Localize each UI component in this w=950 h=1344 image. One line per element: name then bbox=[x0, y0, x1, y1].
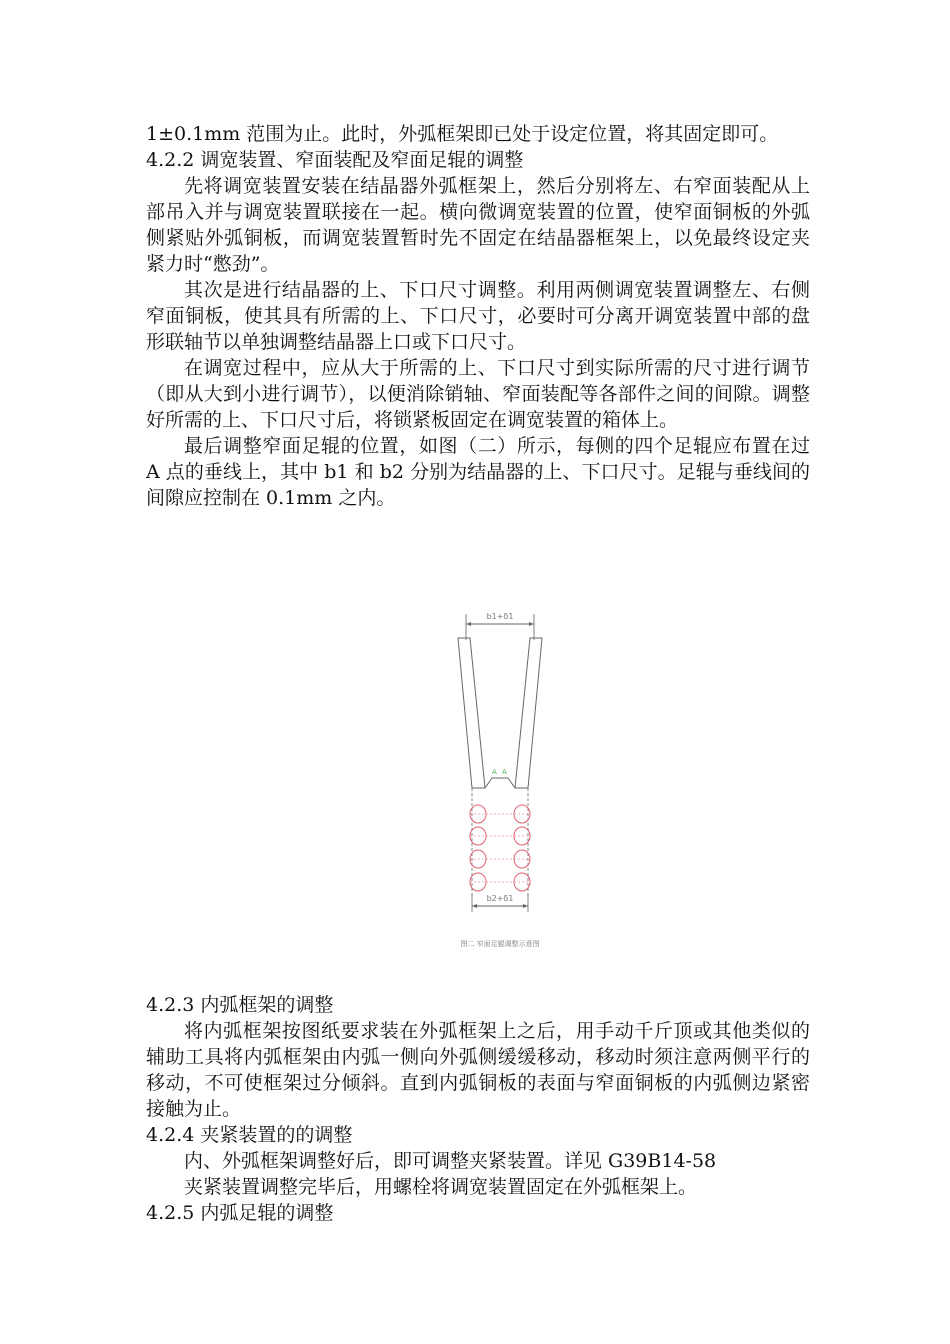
narrow-face-foot-roll-figure bbox=[440, 596, 560, 956]
section-heading-4-2-4: 4.2.4 夹紧装置的的调整 bbox=[146, 1124, 353, 1146]
figure-drawing bbox=[440, 596, 560, 956]
paragraph-continued: 1±0.1mm 范围为止。此时，外弧框架即已处于设定位置，将其固定即可。 bbox=[146, 123, 779, 145]
bottom-text-block bbox=[146, 992, 810, 1226]
paragraph-adjust-process: 在调宽过程中，应从大于所需的上、下口尺寸到实际所需的尺寸进行调节（即从大到小进行调节），以便消除销轴、窄面装配等各部件之间的间隙。调整好所需的上、下口尺寸后，将锁紧板固定在调宽装置的箱体上。 bbox=[146, 357, 810, 431]
top-dimension-arrow-left bbox=[466, 622, 471, 626]
paragraph-mouth-size-adjust: 其次是进行结晶器的上、下口尺寸调整。利用两侧调宽装置调整左、右侧窄面铜板，使其具有所需的上、下口尺寸，必要时可分离开调宽装置中部的盘形联轴节以单独调整结晶器上口或下口尺寸。 bbox=[146, 279, 810, 353]
section-heading-4-2-2: 4.2.2 调宽装置、窄面装配及窄面足辊的调整 bbox=[146, 149, 524, 171]
section-heading-4-2-5: 4.2.5 内弧足辊的调整 bbox=[146, 1202, 334, 1224]
paragraph-clamp-fix: 夹紧装置调整完毕后，用螺栓将调宽装置固定在外弧框架上。 bbox=[184, 1176, 698, 1198]
paragraph-inner-arc-frame: 将内弧框架按图纸要求装在外弧框架上之后，用手动千斤顶或其他类似的辅助工具将内弧框架由内弧一侧向外弧侧缓缓移动，移动时须注意两侧平行的移动，不可使框架过分倾斜。直到内弧铜板的表面与窄面铜板的内弧侧边紧密接触为止。 bbox=[146, 1020, 810, 1120]
point-label-right: A bbox=[502, 768, 507, 776]
lower-mouth-outline bbox=[485, 778, 515, 788]
point-label-left: A bbox=[492, 768, 497, 776]
figure-caption: 图二 窄面足辊调整示意图 bbox=[460, 940, 540, 948]
top-dimension-label: b1+δ1 bbox=[486, 612, 514, 621]
top-dimension-arrow-right bbox=[529, 622, 534, 626]
section-heading-4-2-3: 4.2.3 内弧框架的调整 bbox=[146, 994, 334, 1016]
bottom-dimension-arrow-right bbox=[523, 904, 528, 908]
bottom-dimension-label: b2+δ1 bbox=[486, 894, 514, 903]
paragraph-clamp-adjust: 内、外弧框架调整好后，即可调整夹紧装置。详见 G39B14-58 bbox=[184, 1150, 717, 1172]
paragraph-install-width-device: 先将调宽装置安装在结晶器外弧框架上，然后分别将左、右窄面装配从上部吊入并与调宽装置联接在一起。横向微调宽装置的位置，使窄面铜板的外弧侧紧贴外弧铜板，而调宽装置暂时先不固定在结晶器框架上，以免最终设定夹紧力时“憋劲”。 bbox=[146, 175, 810, 275]
right-narrow-plate bbox=[515, 638, 542, 788]
top-text-block bbox=[146, 121, 810, 511]
bottom-dimension-arrow-left bbox=[472, 904, 477, 908]
left-narrow-plate bbox=[458, 638, 485, 788]
paragraph-foot-roll-position: 最后调整窄面足辊的位置，如图（二）所示，每侧的四个足辊应布置在过 A 点的垂线上，其中 b1 和 b2 分别为结晶器的上、下口尺寸。足辊与垂线间的间隙应控制在 0.1mm 之内。 bbox=[146, 435, 810, 509]
